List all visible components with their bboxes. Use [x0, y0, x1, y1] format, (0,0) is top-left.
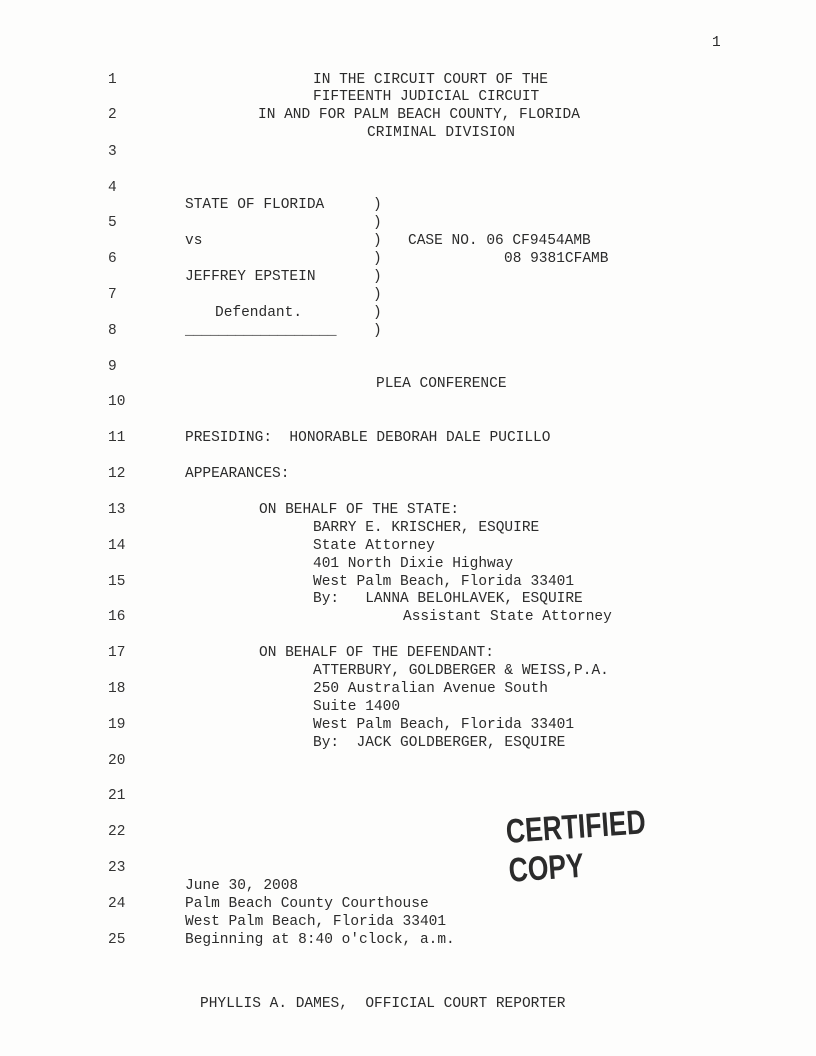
caption-paren: ) [373, 197, 382, 213]
caption-paren: ) [373, 215, 382, 231]
line-number: 2 [108, 107, 117, 123]
defense-address: 250 Australian Avenue South [313, 681, 548, 697]
caption-paren: ) [373, 233, 382, 249]
presiding-judge: PRESIDING: HONORABLE DEBORAH DALE PUCILLO [185, 430, 551, 446]
hearing-city: West Palm Beach, Florida 33401 [185, 914, 447, 930]
state-address: West Palm Beach, Florida 33401 [313, 574, 575, 590]
line-number: 20 [108, 753, 126, 769]
defendant-label: Defendant. [215, 305, 303, 321]
line-number: 1 [108, 72, 117, 88]
line-number: 17 [108, 645, 126, 661]
certified-copy-stamp [473, 764, 653, 931]
line-number: 5 [108, 215, 117, 231]
hearing-date: June 30, 2008 [185, 878, 299, 894]
state-address: 401 North Dixie Highway [313, 556, 514, 572]
line-number: 16 [108, 609, 126, 625]
line-number: 13 [108, 502, 126, 518]
state-attorney-name: BARRY E. KRISCHER, ESQUIRE [313, 520, 540, 536]
line-number: 6 [108, 251, 117, 267]
line-number: 12 [108, 466, 126, 482]
line-number: 10 [108, 394, 126, 410]
line-number: 4 [108, 180, 117, 196]
line-number: 8 [108, 323, 117, 339]
line-number: 15 [108, 574, 126, 590]
line-number: 25 [108, 932, 126, 948]
line-number: 14 [108, 538, 126, 554]
line-number: 18 [108, 681, 126, 697]
party-defendant: JEFFREY EPSTEIN [185, 269, 316, 285]
hearing-place: Palm Beach County Courthouse [185, 896, 429, 912]
court-heading-line: CRIMINAL DIVISION [367, 125, 515, 141]
document-title: PLEA CONFERENCE [376, 376, 507, 392]
caption-paren: ) [373, 305, 382, 321]
page-number: 1 [712, 35, 721, 51]
court-heading-line: IN AND FOR PALM BEACH COUNTY, FLORIDA [258, 107, 580, 123]
line-number: 22 [108, 824, 126, 840]
court-heading-line: IN THE CIRCUIT COURT OF THE [313, 72, 548, 88]
line-number: 24 [108, 896, 126, 912]
caption-paren: ) [373, 323, 382, 339]
line-number: 19 [108, 717, 126, 733]
defense-firm: ATTERBURY, GOLDBERGER & WEISS,P.A. [313, 663, 609, 679]
court-heading-line: FIFTEENTH JUDICIAL CIRCUIT [313, 89, 540, 105]
party-state: STATE OF FLORIDA [185, 197, 325, 213]
state-by-title: Assistant State Attorney [403, 609, 612, 625]
state-heading: ON BEHALF OF THE STATE: [259, 502, 460, 518]
line-number: 11 [108, 430, 126, 446]
case-number: CASE NO. 06 CF9454AMB [408, 233, 591, 249]
defense-heading: ON BEHALF OF THE DEFENDANT: [259, 645, 494, 661]
caption-underline: __________________ [185, 323, 337, 339]
hearing-time: Beginning at 8:40 o'clock, a.m. [185, 932, 455, 948]
caption-paren: ) [373, 287, 382, 303]
defense-address: West Palm Beach, Florida 33401 [313, 717, 575, 733]
line-number: 3 [108, 144, 117, 160]
line-number: 7 [108, 287, 117, 303]
line-number: 9 [108, 359, 117, 375]
court-reporter-footer: PHYLLIS A. DAMES, OFFICIAL COURT REPORTER [200, 996, 566, 1012]
appearances-heading: APPEARANCES: [185, 466, 290, 482]
case-number-2: 08 9381CFAMB [504, 251, 609, 267]
line-number: 23 [108, 860, 126, 876]
defense-by: By: JACK GOLDBERGER, ESQUIRE [313, 735, 566, 751]
stamp-word: COPY [507, 846, 586, 890]
line-number: 21 [108, 788, 126, 804]
versus: vs [185, 233, 203, 249]
state-attorney-title: State Attorney [313, 538, 435, 554]
caption-paren: ) [373, 251, 382, 267]
caption-paren: ) [373, 269, 382, 285]
defense-address: Suite 1400 [313, 699, 401, 715]
stamp-word: CERTIFIED [504, 803, 647, 851]
state-by: By: LANNA BELOHLAVEK, ESQUIRE [313, 591, 583, 607]
